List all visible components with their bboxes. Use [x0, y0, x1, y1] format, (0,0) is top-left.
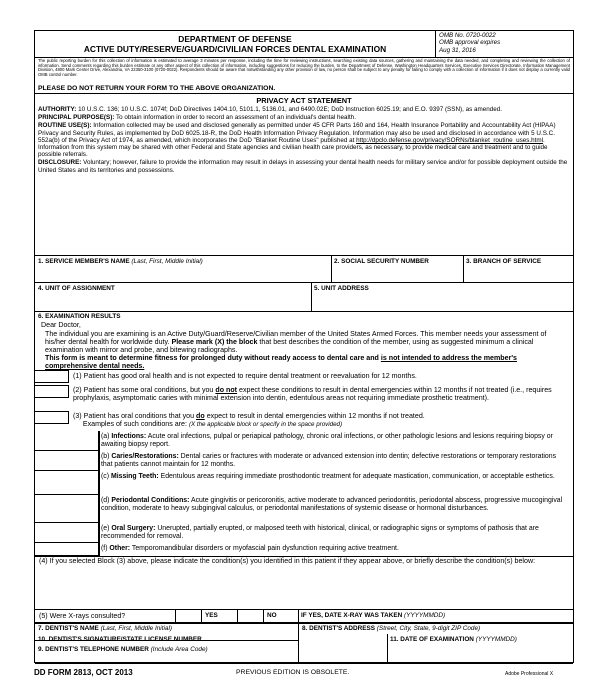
omb-date: Aug 31, 2016	[439, 46, 476, 54]
service-member-name-field[interactable]	[35, 256, 331, 282]
disclosure-text: Voluntary; however, failure to provide the information may result in delays in assessing your dental health needs for military service and/or for possible deployment outside the United States and its territories and possessions.	[38, 159, 568, 174]
signature-label: 10. DENTIST'S SIGNATURE/STATE LICENSE NUMBER	[38, 636, 202, 643]
authority-label: AUTHORITY:	[38, 106, 77, 113]
purpose-text: To obtain information in order to record an assessment of an individual's dental health.	[116, 114, 356, 122]
purpose-label: PRINCIPAL PURPOSE(S):	[38, 114, 115, 122]
sub-e-checkbox[interactable]	[35, 523, 99, 543]
xray-yes-checkbox[interactable]	[175, 610, 201, 622]
omb-approval: OMB approval expires	[439, 39, 501, 47]
xray-row	[35, 610, 573, 623]
sub-a-checkbox[interactable]	[35, 431, 99, 451]
sub-condition-checkboxes	[35, 431, 99, 546]
dental-exam-form	[34, 30, 574, 663]
privacy-body	[38, 106, 569, 174]
privacy-act-statement	[35, 94, 573, 256]
member-name-label: 1. SERVICE MEMBER'S NAME (Last, First, Middle Initial)	[38, 258, 203, 265]
member-info-row-2	[35, 283, 573, 312]
option-1-text: (1) Patient has good oral health and is not expected to require dental treatment or reevaluation for 12 months.	[73, 372, 417, 380]
option-3-checkbox[interactable]	[35, 411, 69, 424]
obsolete-note: PREVIOUS EDITION IS OBSOLETE.	[236, 669, 350, 676]
sub-f-text: (f) Other: Temporomandibular disorders or myofascial pain dysfunction requiring active treatment.	[101, 545, 399, 552]
exam-date-label: 11. DATE OF EXAMINATION (YYYYMMDD)	[390, 636, 517, 643]
form-header	[35, 31, 573, 58]
sub-c-text: (c) Missing Teeth: Edentulous areas requiring immediate prosthodontic treatment for adequate mastication, communication, or acceptable esthetics.	[101, 473, 555, 480]
routine-uses-link[interactable]: http://dpclo.defense.gov/privacy/SORNs/blanket_routine_uses.html	[356, 136, 544, 144]
dentist-address-label: 8. DENTIST'S ADDRESS (Street, City, State, 9-digit ZIP Code)	[302, 625, 481, 632]
ssn-label: 2. SOCIAL SECURITY NUMBER	[334, 258, 429, 265]
examination-results	[35, 312, 573, 551]
exam-heading: 6. EXAMINATION RESULTS	[38, 313, 121, 320]
omb-number: OMB No. 0720-0022	[439, 32, 496, 39]
disclosure-label: DISCLOSURE:	[38, 159, 82, 167]
unit-address-field[interactable]	[311, 283, 573, 311]
salutation: Dear Doctor,	[41, 321, 81, 329]
option-3-text: (3) Patient has oral conditions that you do expect to result in dental emergencies within 12 months if not treated. Examples of such conditions are: (X the applicable block or specify in the space provided)	[73, 412, 425, 429]
sub-e-text: (e) Oral Surgery: Unerupted, partially erupted, or malposed teeth with historical, clinical, or radiographic signs or symptoms of pathosis that are recommended for removal.	[101, 525, 539, 540]
routine-label: ROUTINE USE(S):	[38, 122, 92, 130]
xray-date-label: IF YES, DATE X-RAY WAS TAKEN	[301, 612, 403, 619]
sub-c-checkbox[interactable]	[35, 471, 99, 495]
burden-text: The public reporting burden for this collection of information is estimated to average 3 minutes per response, including the time for reviewing instructions, searching existing data sources, gathering and maintaining the data needed, and completing and reviewing the collection of information. Send comments regarding this burden estimate or any other aspect of this collection of information, including suggestions for reducing the burden, to the Department of Defense, Washington Headquarters Services, Executive Services Directorate, Information Management Division, 4800 Mark Center Drive, Alexandria, VA 22350-3100 (0720-0022). Respondents should be aware that notwithstanding any other provision of law, no person shall be subject to any penalty for failing to comply with a collection of information if it does not display a currently valid OMB control number.	[38, 58, 570, 78]
burden-statement	[35, 58, 573, 94]
dentist-signature-field[interactable]	[35, 634, 387, 662]
option-2-text: (2) Patient has some oral conditions, but you do not expect these conditions to result in dental emergencies within 12 months if not treated (i.e., requires prophylaxis, asymptomatic caries with minimal extension into dentin, edentulous areas not requiring immediate prosthetic treatment).	[73, 386, 552, 403]
ssn-field[interactable]	[331, 256, 463, 282]
option-1-checkbox[interactable]	[35, 370, 69, 383]
exam-date-field[interactable]	[387, 634, 573, 662]
option-2-checkbox[interactable]	[35, 385, 69, 398]
adobe-note: Adobe Professional X	[505, 671, 554, 677]
branch-of-service-field[interactable]	[463, 256, 573, 282]
exam-intro: The individual you are examining is an Active Duty/Guard/Reserve/Civilian member of the United States Armed Forces. This member needs your assessment of his/her dental health for worldwide duty. Please mark (X) the block that best describes the condition of the member, using as suggested minimum a clinical examination with mirror and probe, and bitewing radiographs. This form is meant to determine fitness for prolonged duty without ready access to dental care and is not intended to address the member's comprehensive dental needs.	[45, 330, 547, 371]
privacy-heading: PRIVACY ACT STATEMENT	[256, 96, 352, 105]
member-info-row-1	[35, 256, 573, 283]
xray-no-label: NO	[267, 612, 277, 619]
title-line-1: DEPARTMENT OF DEFENSE	[178, 34, 292, 44]
sub-d-text: (d) Periodontal Conditions: Acute gingivitis or pericoronitis, active moderate to advanced periodontitis, periodontal abscess, progressive mucogingival condition, moderate to heavy subgingival calculus, or periodontal manifestations of systemic disease or hormonal disturbances.	[101, 497, 563, 512]
condition-description-field[interactable]	[35, 556, 573, 610]
unit-address-label: 5. UNIT ADDRESS	[314, 285, 369, 292]
sub-f-checkbox[interactable]	[35, 543, 99, 556]
routine-text-cont: . Information from this system may be shared with other Federal and State agencies and civilian health care providers, as necessary, to provide medical care and treatment and to guide possible referrals.	[38, 136, 548, 159]
branch-label: 3. BRANCH OF SERVICE	[466, 258, 542, 265]
routine-text: Information collected may be used and disclosed generally as permitted under 45 CFR Parts 160 and 164, Health Insurance Portability and Accountability Act (HIPAA) Privacy and Security Rules, as implemented by DoD 6025.18-R, the DoD Health Information Privacy Regulation. Information may also be used and disclosed in accordance with 5 U.S.C. 552a(b) of the Privacy Act of 1974, as amended, which incorporates the DoD "Blanket Routine Uses" published at	[38, 122, 556, 144]
unit-of-assignment-field[interactable]	[35, 283, 311, 311]
return-warning: PLEASE DO NOT RETURN YOUR FORM TO THE ABOVE ORGANIZATION.	[38, 85, 276, 92]
dentist-name-label: 7. DENTIST'S NAME (Last, First, Middle Initial)	[38, 625, 172, 632]
omb-block	[439, 32, 500, 54]
sub-b-text: (b) Caries/Restorations: Dental caries or fractures with moderate or advanced extension into dentin; defective restorations or temporary restorations that patients cannot maintain for 12 months.	[101, 453, 557, 468]
q4-text: (4) If you selected Block (3) above, please indicate the condition(s) you identified in this patient if they appear above, or briefly describe the condition(s) below:	[39, 557, 536, 565]
xray-no-checkbox[interactable]	[237, 610, 263, 622]
title-line-2: ACTIVE DUTY/RESERVE/GUARD/CIVILIAN FORCES DENTAL EXAMINATION	[83, 44, 387, 54]
form-id: DD FORM 2813, OCT 2013	[34, 668, 133, 677]
authority-text: 10 U.S.C. 136; 10 U.S.C. 1074f; DoD Directives 1404.10, 5101.1, 5136.01, and 6490.02E; DoD Instruction 6025.19; and E.O. 9397 (SSN), as amended.	[78, 106, 503, 113]
sub-b-checkbox[interactable]	[35, 451, 99, 471]
signature-row	[34, 634, 574, 663]
xray-yes-label: YES	[205, 612, 218, 619]
unit-label: 4. UNIT OF ASSIGNMENT	[38, 285, 115, 292]
xray-question: (5) Were X-rays consulted?	[39, 612, 126, 620]
sub-d-checkbox[interactable]	[35, 495, 99, 523]
form-title	[35, 34, 435, 54]
dentist-phone-label: 9. DENTIST'S TELEPHONE NUMBER (Include Area Code)	[38, 646, 208, 653]
xray-date-field[interactable]: IF YES, DATE X-RAY WAS TAKEN (YYYYMMDD)	[301, 612, 446, 619]
sub-a-text: (a) Infections: Acute oral infections, pulpal or periapical pathology, chronic oral infections, or other pathologic lesions and lesions requiring biopsy or awaiting biopsy report.	[101, 433, 553, 448]
